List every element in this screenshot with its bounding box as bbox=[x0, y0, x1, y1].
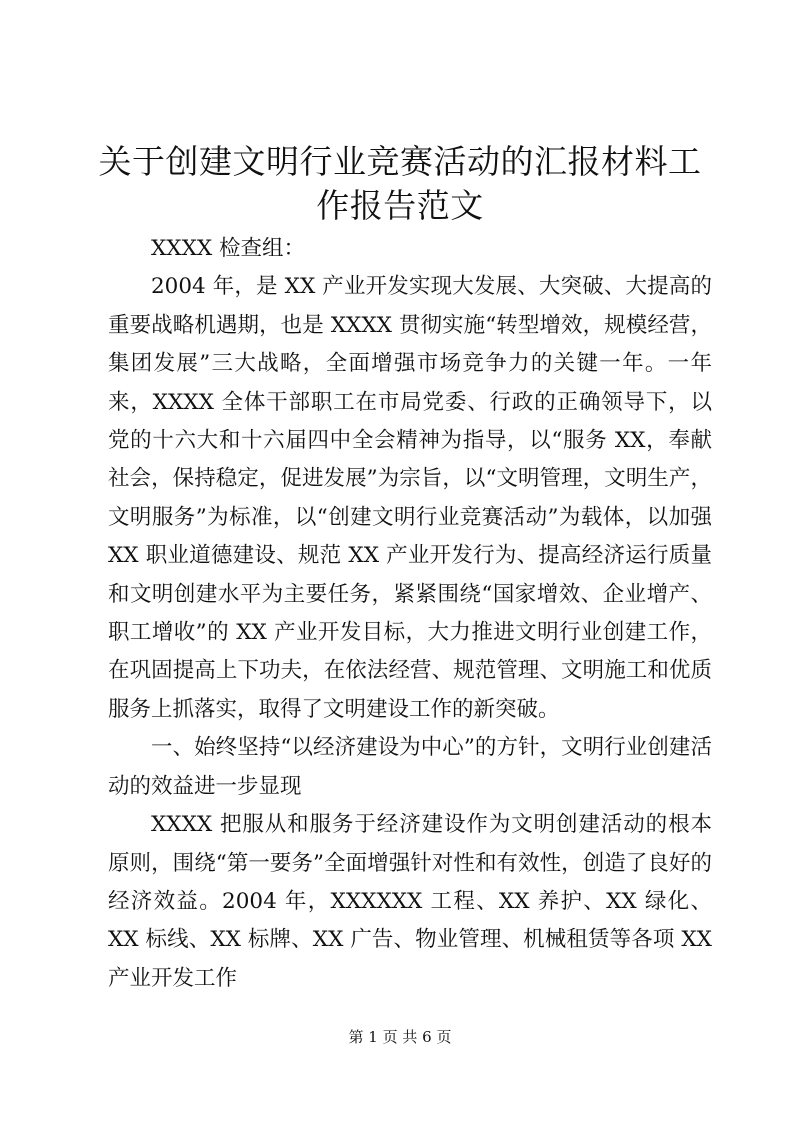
document-title: 关于创建文明行业竞赛活动的汇报材料工作报告范文 bbox=[98, 142, 702, 225]
page-number-footer: 第 1 页 共 6 页 bbox=[348, 1028, 452, 1046]
paragraph-section-1: XXXX 把服从和服务于经济建设作为文明创建活动的根本原则，围绕“第一要务”全面增强针对性和有效性，创造了良好的经济效益。2004 年，XXXXXX 工程、XX 养护、XX 绿化、XX 标线、XX 标牌、XX 广告、物业管理、机械租赁等各项 XX 产业开发工作 bbox=[108, 812, 712, 991]
salutation: XXXX 检查组： bbox=[151, 236, 306, 261]
paragraph-intro: 2004 年，是 XX 产业开发实现大发展、大突破、大提高的重要战略机遇期，也是 XXXX 贯彻实施“转型增效，规模经营，集团发展”三大战略，全面增强市场竞争力的关键一年。一年来，XXXX 全体干部职工在市局党委、行政的正确领导下，以党的十六大和十六届四中全会精神为指导，以“服务 XX，奉献社会，保持稳定，促进发展”为宗旨，以“文明管理，文明生产，文明服务”为标准，以“创建文明行业竞赛活动”为载体，以加强 XX 职业道德建设、规范 XX 产业开发行为、提高经济运行质量和文明创建水平为主要任务，紧紧围绕“国家增效、企业增产、职工增收”的 XX 产业开发目标，大力推进文明行业创建工作，在巩固提高上下功夫，在依法经营、规范管理、文明施工和优质服务上抓落实，取得了文明建设工作的新突破。 bbox=[108, 274, 712, 722]
document-body bbox=[108, 230, 712, 998]
section-heading-1: 一、始终坚持“以经济建设为中心”的方针，文明行业创建活动的效益进一步显现 bbox=[108, 735, 712, 799]
